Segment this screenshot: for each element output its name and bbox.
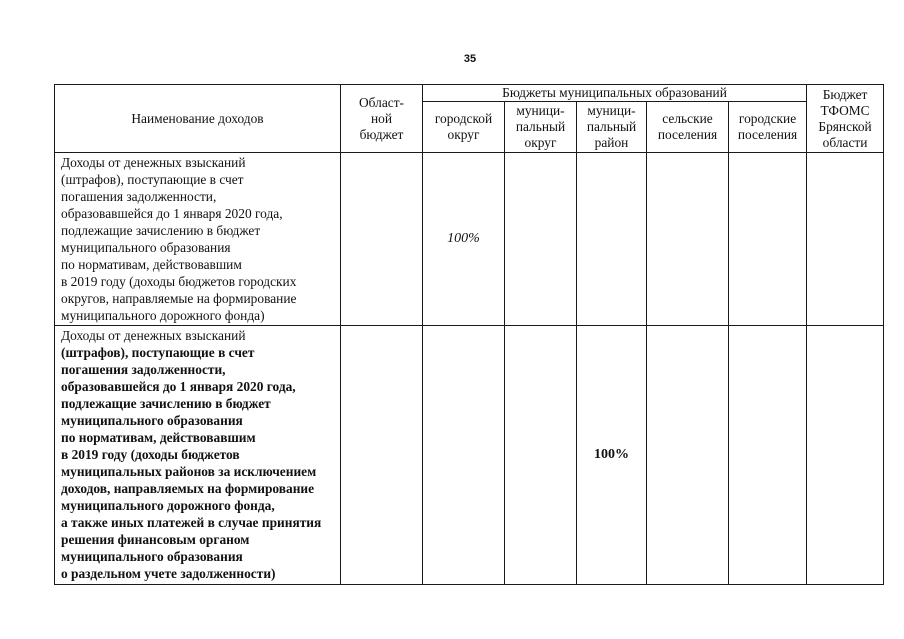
page-number: 35: [463, 53, 477, 65]
value-municipal-rayon: [577, 153, 647, 326]
header-revenue-name: Наименование доходов: [55, 85, 341, 153]
value-urban-settlements: [729, 153, 807, 326]
value-city-district: 100%: [423, 153, 505, 326]
revenue-description: Доходы от денежных взысканий (штрафов), поступающие в счет погашения задолженности, образовавшейся до 1 января 2020 года, подлежащие зачислению в бюджет муниципального образования по нормативам, действовавшим в 2019 году (доходы бюджетов городских округов, направляемые на формирование муниципального дорожного фонда): [55, 153, 341, 326]
value-municipal-okrug: [505, 153, 577, 326]
table-row: [55, 153, 884, 326]
header-rural-settlements: сельские поселения: [647, 102, 729, 153]
header-tfoms-budget: Бюджет ТФОМС Брянской области: [807, 85, 884, 153]
header-regional-budget: Област- ной бюджет: [341, 85, 423, 153]
value-tfoms-budget: [807, 153, 884, 326]
header-city-district: городской округ: [423, 102, 505, 153]
value-regional-budget: [341, 153, 423, 326]
value-tfoms-budget: [807, 326, 884, 585]
header-municipal-okrug: муници- пальный округ: [505, 102, 577, 153]
table-row: [55, 326, 884, 585]
header-municipal-budgets: Бюджеты муниципальных образований: [423, 85, 807, 102]
value-rural-settlements: [647, 153, 729, 326]
revenue-description: Доходы от денежных взысканий (штрафов), поступающие в счет погашения задолженности, образовавшейся до 1 января 2020 года, подлежащие зачислению в бюджет муниципального образования по нормативам, действовавшим в 2019 году (доходы бюджетов муниципальных районов за исключением доходов, направляемых на формирование муниципального дорожного фонда, а также иных платежей в случае принятия решения финансовым органом муниципального образования о раздельном учете задолженности): [55, 326, 341, 585]
value-rural-settlements: [647, 326, 729, 585]
value-regional-budget: [341, 326, 423, 585]
value-municipal-rayon: 100%: [577, 326, 647, 585]
revenue-distribution-table: [54, 84, 884, 585]
value-urban-settlements: [729, 326, 807, 585]
value-municipal-okrug: [505, 326, 577, 585]
header-municipal-rayon: муници- пальный район: [577, 102, 647, 153]
value-city-district: [423, 326, 505, 585]
header-urban-settlements: городские поселения: [729, 102, 807, 153]
